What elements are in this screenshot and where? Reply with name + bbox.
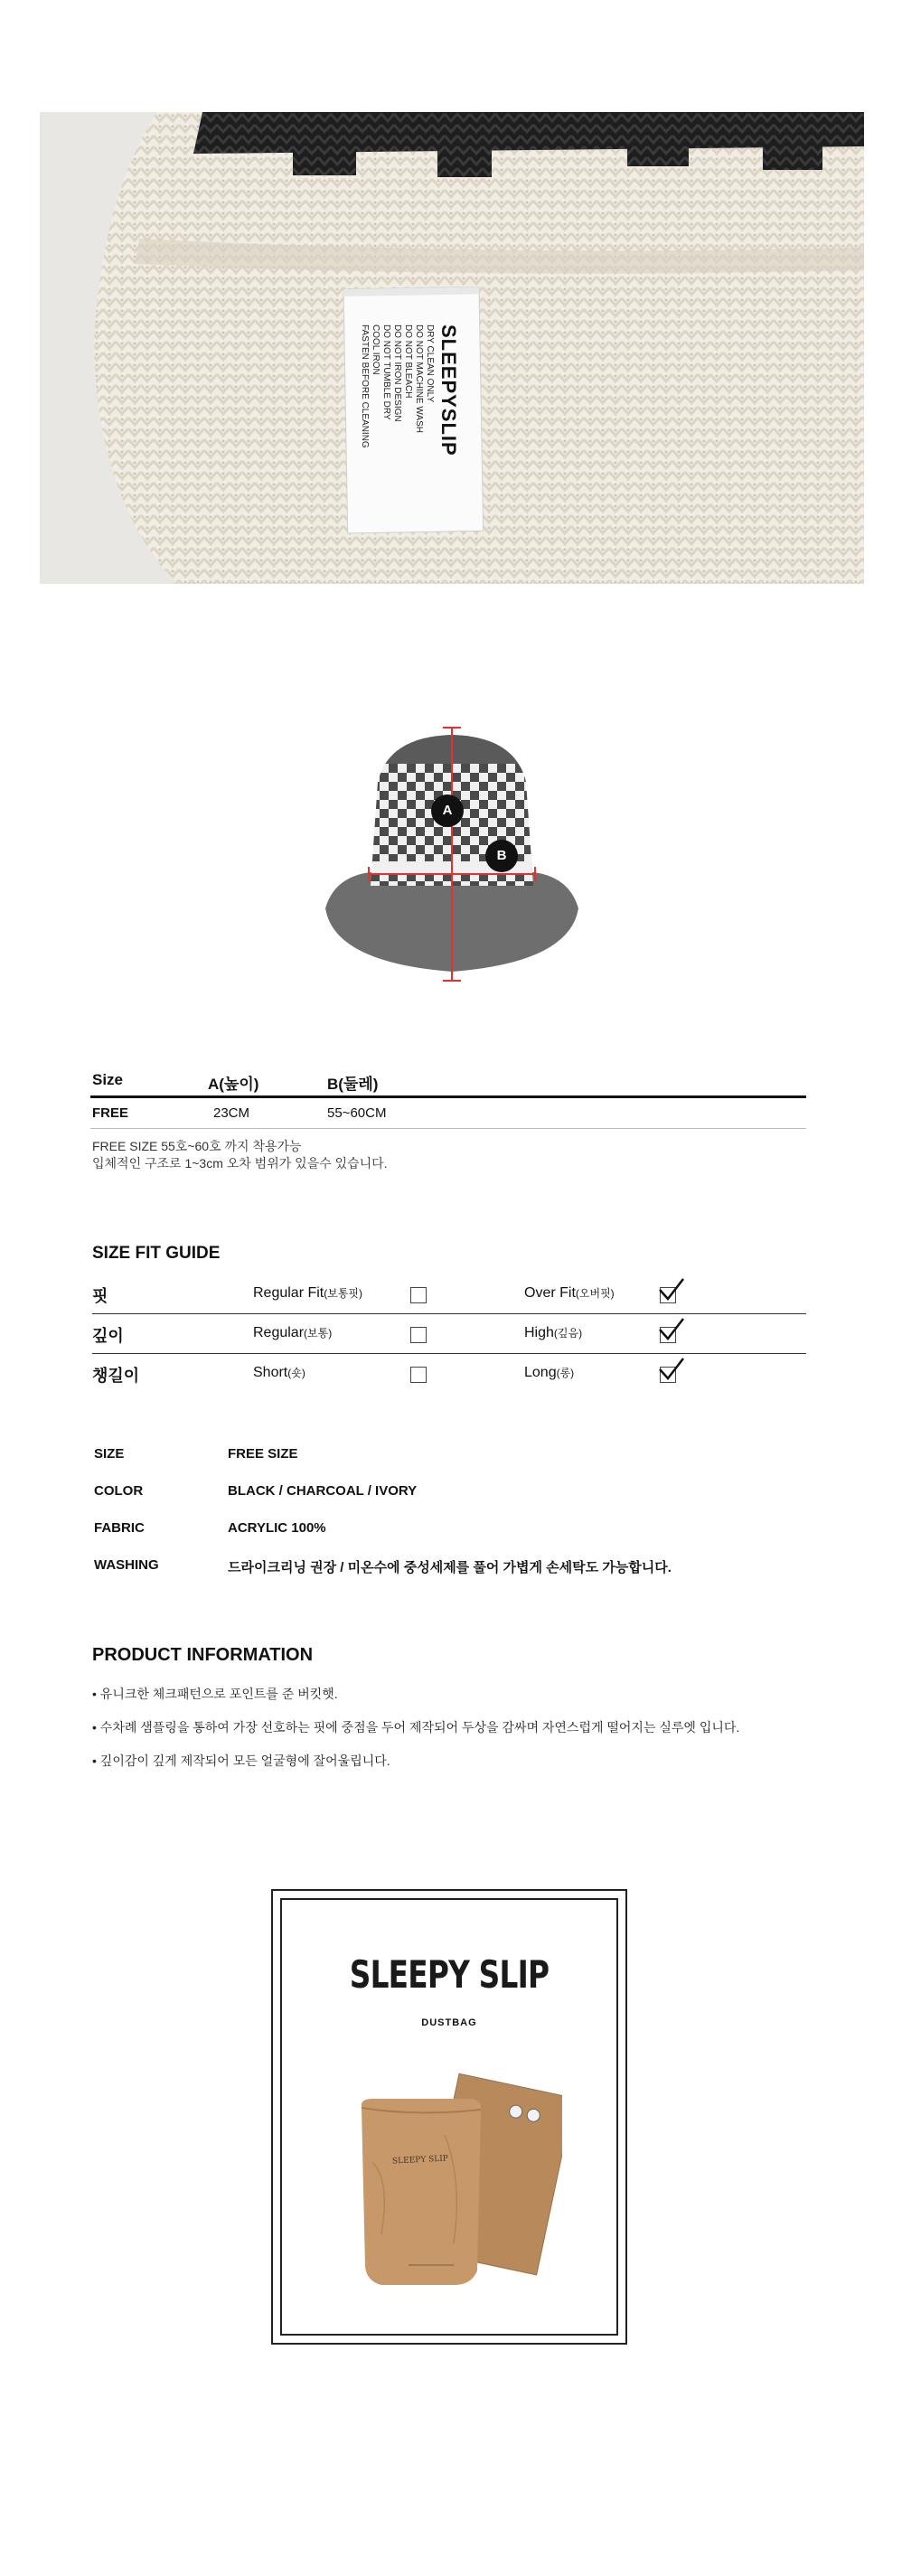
spec-value-size: FREE SIZE — [228, 1446, 298, 1462]
brim-option-long: Long(롱) — [524, 1365, 575, 1380]
depth-option-high: High(깊음) — [524, 1325, 583, 1340]
fit-option-regular: Regular Fit(보통핏) — [253, 1285, 363, 1301]
checkmark-icon — [658, 1357, 685, 1382]
bucket-hat-drawing — [307, 719, 597, 990]
table-rule — [90, 1095, 806, 1098]
dustbag-subtitle: DUSTBAG — [421, 2017, 477, 2028]
care-label-line: DO NOT TUMBLE DRY — [381, 324, 391, 420]
care-label-brand: SLEEPYSLIP — [437, 324, 460, 456]
dustbag-card — [271, 1889, 627, 2345]
brim-option-short: Short(숏) — [253, 1365, 305, 1380]
depth-row-label: 깊이 — [92, 1327, 124, 1345]
size-note-2: 입체적인 구조로 1~3cm 오차 범위가 있을수 있습니다. — [92, 1156, 388, 1170]
size-value: FREE — [92, 1105, 129, 1121]
depth-high-checkbox[interactable] — [660, 1327, 676, 1343]
care-label-line: DO NOT IRON DESIGN — [392, 324, 402, 422]
hat-closeup-image — [40, 112, 864, 584]
fit-row-label: 핏 — [92, 1287, 108, 1305]
brim-row-label: 챙길이 — [92, 1367, 140, 1385]
size-note-1: FREE SIZE 55호~60호 까지 착용가능 — [92, 1139, 302, 1153]
care-label-line: DO NOT BLEACH — [403, 324, 413, 399]
fit-regular-checkbox[interactable] — [410, 1287, 427, 1303]
spec-key-size: SIZE — [94, 1446, 125, 1462]
size-header: Size — [92, 1071, 124, 1088]
brim-long-checkbox[interactable] — [660, 1367, 676, 1383]
spec-value-color: BLACK / CHARCOAL / IVORY — [228, 1483, 418, 1499]
checkmark-icon — [658, 1277, 685, 1302]
care-label-line: FASTEN BEFORE CLEANING — [360, 324, 370, 448]
marker-b-label: B — [496, 848, 507, 863]
checkmark-icon — [658, 1317, 685, 1342]
circumference-header: B(둘레) — [327, 1076, 379, 1093]
depth-regular-checkbox[interactable] — [410, 1327, 427, 1343]
table-divider — [90, 1128, 806, 1129]
product-bullet: • 깊이감이 깊게 제작되어 모든 얼굴형에 잘어울립니다. — [92, 1753, 390, 1768]
dustbag-card-frame — [280, 1898, 618, 2336]
dustbag-image — [345, 2054, 562, 2316]
care-label-line: DRY CLEAN ONLY — [425, 324, 435, 403]
bag-print-text: SLEEPY SLIP — [391, 2154, 449, 2167]
circumference-value: 55~60CM — [327, 1105, 387, 1121]
spec-value-fabric: ACRYLIC 100% — [228, 1520, 326, 1536]
product-bullet: • 유니크한 체크패턴으로 포인트를 준 버킷햇. — [92, 1687, 338, 1701]
spec-key-color: COLOR — [94, 1483, 144, 1499]
fit-option-over: Over Fit(오버핏) — [524, 1285, 615, 1301]
spec-key-fabric: FABRIC — [94, 1520, 145, 1536]
fit-over-checkbox[interactable] — [660, 1287, 676, 1303]
height-header: A(높이) — [208, 1076, 259, 1093]
care-label — [343, 289, 479, 533]
height-value: 23CM — [213, 1105, 250, 1121]
product-info-title: PRODUCT INFORMATION — [92, 1645, 314, 1665]
care-label-line: COOL IRON — [371, 324, 381, 375]
brim-short-checkbox[interactable] — [410, 1367, 427, 1383]
spec-value-washing: 드라이크리닝 권장 / 미온수에 중성세제를 풀어 가볍게 손세탁도 가능합니다. — [228, 1560, 672, 1575]
product-bullet: • 수차례 샘플링을 통하여 가장 선호하는 핏에 중점을 두어 제작되어 두상을 감싸며 자연스럽게 떨어지는 실루엣 입니다. — [92, 1720, 740, 1735]
care-label-line: DO NOT MACHINE WASH — [414, 324, 424, 434]
marker-a-label: A — [442, 803, 453, 818]
fit-row-divider — [92, 1313, 806, 1314]
depth-option-regular: Regular(보통) — [253, 1325, 333, 1340]
depth-row-divider — [92, 1353, 806, 1354]
care-label-lines — [359, 324, 435, 569]
hat-size-diagram — [307, 719, 597, 990]
dustbag-brand: SLEEPY SLIP — [349, 1952, 550, 1997]
fit-guide-title: SIZE FIT GUIDE — [92, 1244, 221, 1263]
spec-key-washing: WASHING — [94, 1557, 159, 1573]
